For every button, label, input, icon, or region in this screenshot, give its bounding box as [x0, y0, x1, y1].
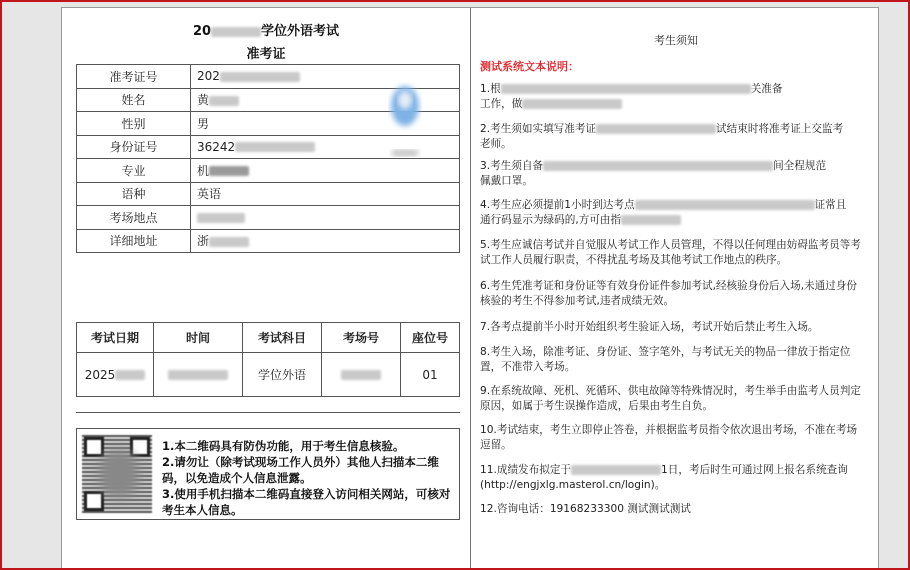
notice-item: 9.在系统故障、死机、死循环、供电故障等特殊情况时，考生举手由监考人员判定原因，如属于考生误操作造成，后果由考生自负。	[480, 385, 861, 412]
info-value: 英语	[191, 182, 460, 206]
notice-item: 12.咨询电话：19168233300 测试测试测试	[480, 503, 691, 515]
exam-header: 考试科目	[243, 323, 322, 353]
info-value-text: 浙	[197, 234, 210, 249]
exam-time	[154, 353, 243, 397]
card-subtitle: 准考证	[246, 47, 286, 62]
info-value-text: 机	[197, 163, 210, 178]
qr-code-icon	[82, 435, 152, 513]
qr-corner	[84, 437, 104, 457]
notice-text: 间全程规范	[773, 160, 827, 172]
page-divider	[470, 8, 471, 568]
redacted-text	[635, 200, 815, 210]
notice-text: 试结束时将准考证上交监考	[716, 123, 844, 135]
exam-subject: 学位外语	[243, 353, 322, 397]
redacted-text	[235, 142, 315, 152]
info-row	[77, 206, 460, 230]
exam-date-text: 2025	[84, 367, 116, 382]
info-label: 详细地址	[77, 229, 191, 253]
info-label: 性别	[77, 112, 191, 136]
info-row	[77, 229, 460, 253]
qr-blur	[100, 451, 138, 497]
redacted-text	[571, 465, 661, 475]
notice-title: 考生须知	[654, 34, 698, 47]
info-label: 考场地点	[77, 206, 191, 230]
info-label: 准考证号	[77, 65, 191, 89]
exam-header: 考试日期	[77, 323, 154, 353]
redacted-text	[115, 370, 145, 380]
qr-corner	[130, 437, 150, 457]
card-title	[62, 20, 470, 39]
notice-text: 11.成绩发布拟定于	[480, 464, 572, 476]
exam-room	[322, 353, 401, 397]
notice-item: 5.考生应诚信考试并自觉服从考试工作人员管理，不得以任何理由妨碍监考员等考试工作人员履行职责，不得扰乱考场及其他考试工作地点的秩序。	[480, 239, 861, 266]
redacted-text	[596, 124, 716, 134]
exam-header: 座位号	[401, 323, 460, 353]
card-title-suffix: 学位外语考试	[261, 24, 340, 39]
notice-item: 8.考生入场，除准考证、身份证、签字笔外，与考试无关的物品一律放于指定位置，不准带入考场。	[480, 346, 851, 373]
redacted-text	[522, 99, 622, 109]
notice-text: 1.根	[480, 83, 501, 95]
info-label: 专业	[77, 159, 191, 183]
redacted-text	[168, 370, 228, 380]
qr-corner	[84, 491, 104, 511]
info-value	[191, 206, 460, 230]
info-value	[191, 159, 460, 183]
notice-text: 关准备	[750, 83, 783, 95]
qr-section	[76, 428, 460, 520]
redacted-text	[501, 84, 751, 94]
notice-text: 1日，考后时生可通过网上报名系统查询	[661, 464, 848, 476]
info-value-text: 202	[197, 69, 220, 84]
notice-text: 工作，做	[480, 98, 523, 110]
notice-item	[480, 159, 866, 189]
info-value-text: 36242	[197, 139, 236, 154]
admission-ticket-page	[61, 7, 879, 568]
notice-item: 6.考生凭准考证和身份证等有效身份证件参加考试,经核验身份后入场,未通过身份核验的考生不得参加考试,违者成绩无效。	[480, 280, 858, 307]
info-label: 身份证号	[77, 135, 191, 159]
notice-item: 7.各考点提前半小时开始组织考生验证入场，考试开始后禁止考生入场。	[480, 321, 819, 333]
notice-item	[480, 82, 866, 112]
exam-header: 考场号	[322, 323, 401, 353]
notice-text: 3.考生须自备	[480, 160, 544, 172]
info-label: 姓名	[77, 88, 191, 112]
candidate-photo	[380, 78, 430, 158]
exam-header: 时间	[154, 323, 243, 353]
qr-notes	[162, 438, 457, 518]
exam-seat: 01	[401, 353, 460, 397]
info-label: 语种	[77, 182, 191, 206]
notice-item	[480, 122, 866, 152]
redacted-text	[621, 215, 681, 225]
notice-text: 老师。	[480, 138, 512, 150]
notice-text: (http://engjxlg.masterol.cn/login)。	[480, 479, 666, 491]
photo-blur-icon	[380, 78, 430, 158]
exam-schedule-table	[76, 322, 460, 397]
notice-item	[480, 463, 866, 493]
redacted-text	[341, 370, 381, 380]
info-value	[191, 229, 460, 253]
qr-note: 1.本二维码具有防伪功能，用于考生信息核验。	[162, 439, 405, 453]
qr-note: 2.请勿让（除考试现场工作人员外）其他人扫描本二维码，以免造成个人信息泄露。	[162, 455, 439, 485]
qr-note: 3.使用手机扫描本二维码直接登入访问相关网站，可核对考生本人信息。	[162, 487, 451, 517]
section-separator	[76, 412, 460, 413]
exam-date	[77, 353, 154, 397]
info-value: 男	[191, 112, 460, 136]
notice-text: 佩戴口罩。	[480, 175, 533, 187]
redacted-text	[543, 161, 773, 171]
notice-subtitle: 测试系统文本说明：	[480, 60, 579, 73]
info-row	[77, 182, 460, 206]
notice-text: 4.考生应必须提前1小时到达考点	[480, 199, 635, 211]
exam-header-row	[77, 323, 460, 353]
notice-text: 通行码显示为绿码的,方可由指	[480, 214, 622, 226]
card-title-prefix: 20	[192, 24, 212, 39]
redacted-text	[209, 166, 249, 176]
redacted-text	[220, 72, 300, 82]
info-row	[77, 159, 460, 183]
info-value-text: 黄	[197, 93, 210, 108]
exam-data-row	[77, 353, 460, 397]
notice-text: 2.考生须如实填写准考证	[480, 123, 597, 135]
notice-text: 证常且	[814, 199, 847, 211]
redacted-text	[211, 27, 261, 37]
redacted-text	[197, 213, 245, 223]
redacted-text	[209, 96, 239, 106]
notice-item: 10.考试结束，考生立即停止答卷，并根据监考员指令依次退出考场，不准在考场逗留。	[480, 424, 858, 451]
redacted-text	[209, 237, 249, 247]
notice-item	[480, 198, 866, 228]
